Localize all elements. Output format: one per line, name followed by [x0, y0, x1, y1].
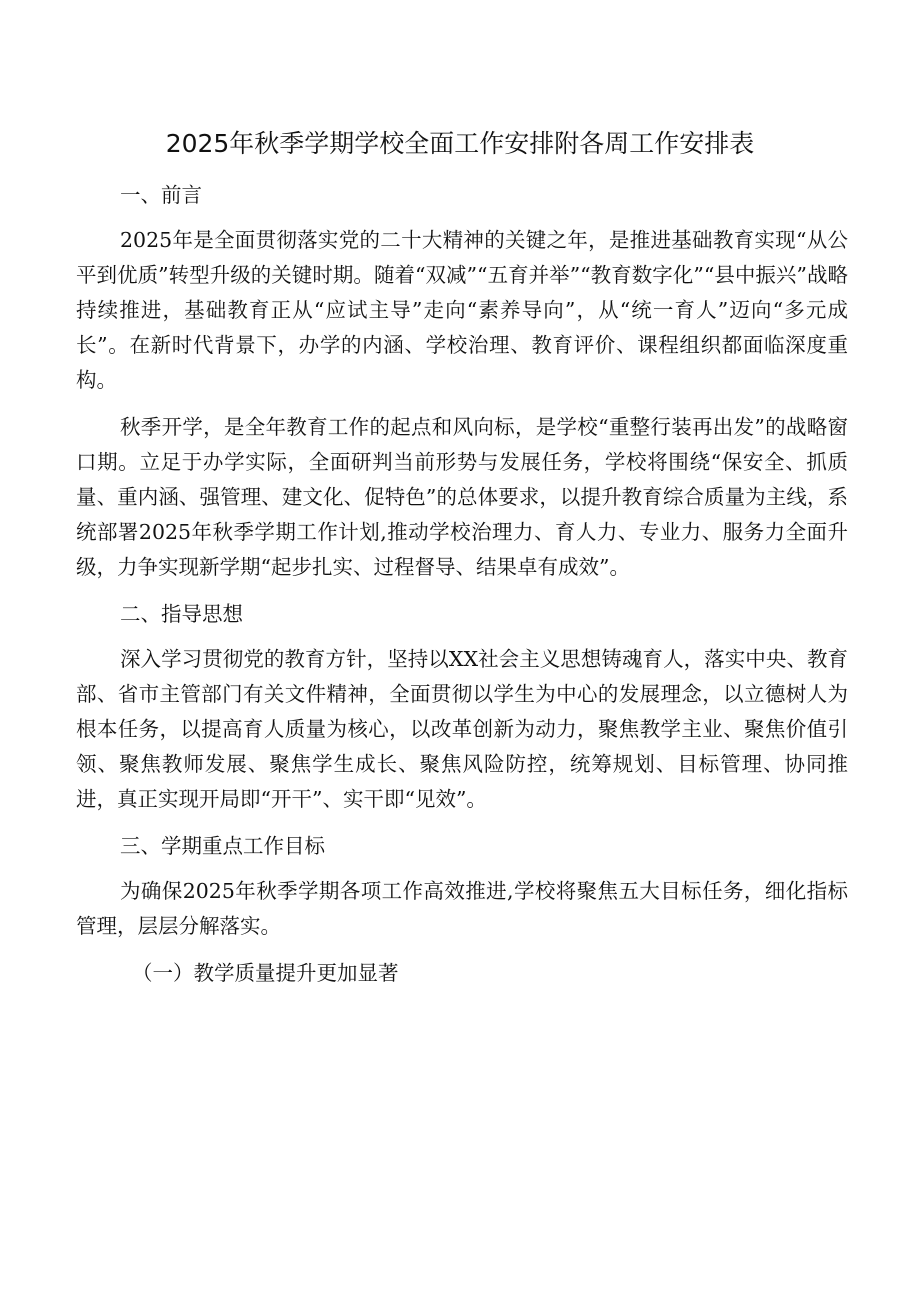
guiding-ideology-paragraph: 深入学习贯彻党的教育方针，坚持以XX社会主义思想铸魂育人，落实中央、教育部、省市主管部门有关文件精神，全面贯彻以学生为中心的发展理念，以立德树人为根本任务，以提高育人质量为核心，以改革创新为动力，聚焦教学主业、聚焦价值引领、聚焦教师发展、聚焦学生成长、聚焦风险防控，统筹规划、目标管理、协同推进，真正实现开局即“开干”、实干即“见效”。 — [76, 647, 848, 811]
preface-paragraph-1: 2025年是全面贯彻落实党的二十大精神的关键之年，是推进基础教育实现“从公平到优质”转型升级的关键时期。随着“双减”“五育并举”“教育数字化”“县中振兴”战略持续推进，基础教育正从“应试主导”走向“素养导向”，从“统一育人”迈向“多元成长”。在新时代背景下，办学的内涵、学校治理、教育评价、课程组织都面临深度重构。 — [76, 228, 848, 392]
section-heading-preface: 一、前言 — [120, 183, 202, 207]
preface-paragraph-2: 秋季开学，是全年教育工作的起点和风向标，是学校“重整行装再出发”的战略窗口期。立足于办学实际，全面研判当前形势与发展任务，学校将围绕“保安全、抓质量、重内涵、强管理、建文化、促特色”的总体要求，以提升教育综合质量为主线，系统部署2025年秋季学期工作计划,推动学校治理力、育人力、专业力、服务力全面升级，力争实现新学期“起步扎实、过程督导、结果卓有成效”。 — [76, 415, 848, 579]
key-goals-paragraph: 为确保2025年秋季学期各项工作高效推进,学校将聚焦五大目标任务，细化指标管理，层层分解落实。 — [76, 879, 848, 938]
document-body — [76, 178, 848, 991]
document-title: 2025年秋季学期学校全面工作安排附各周工作安排表 — [165, 129, 755, 158]
section-heading-guiding-ideology: 二、指导思想 — [120, 602, 243, 626]
sub-heading-teaching-quality: （一）教学质量提升更加显著 — [132, 961, 399, 985]
section-heading-key-goals: 三、学期重点工作目标 — [120, 834, 325, 858]
